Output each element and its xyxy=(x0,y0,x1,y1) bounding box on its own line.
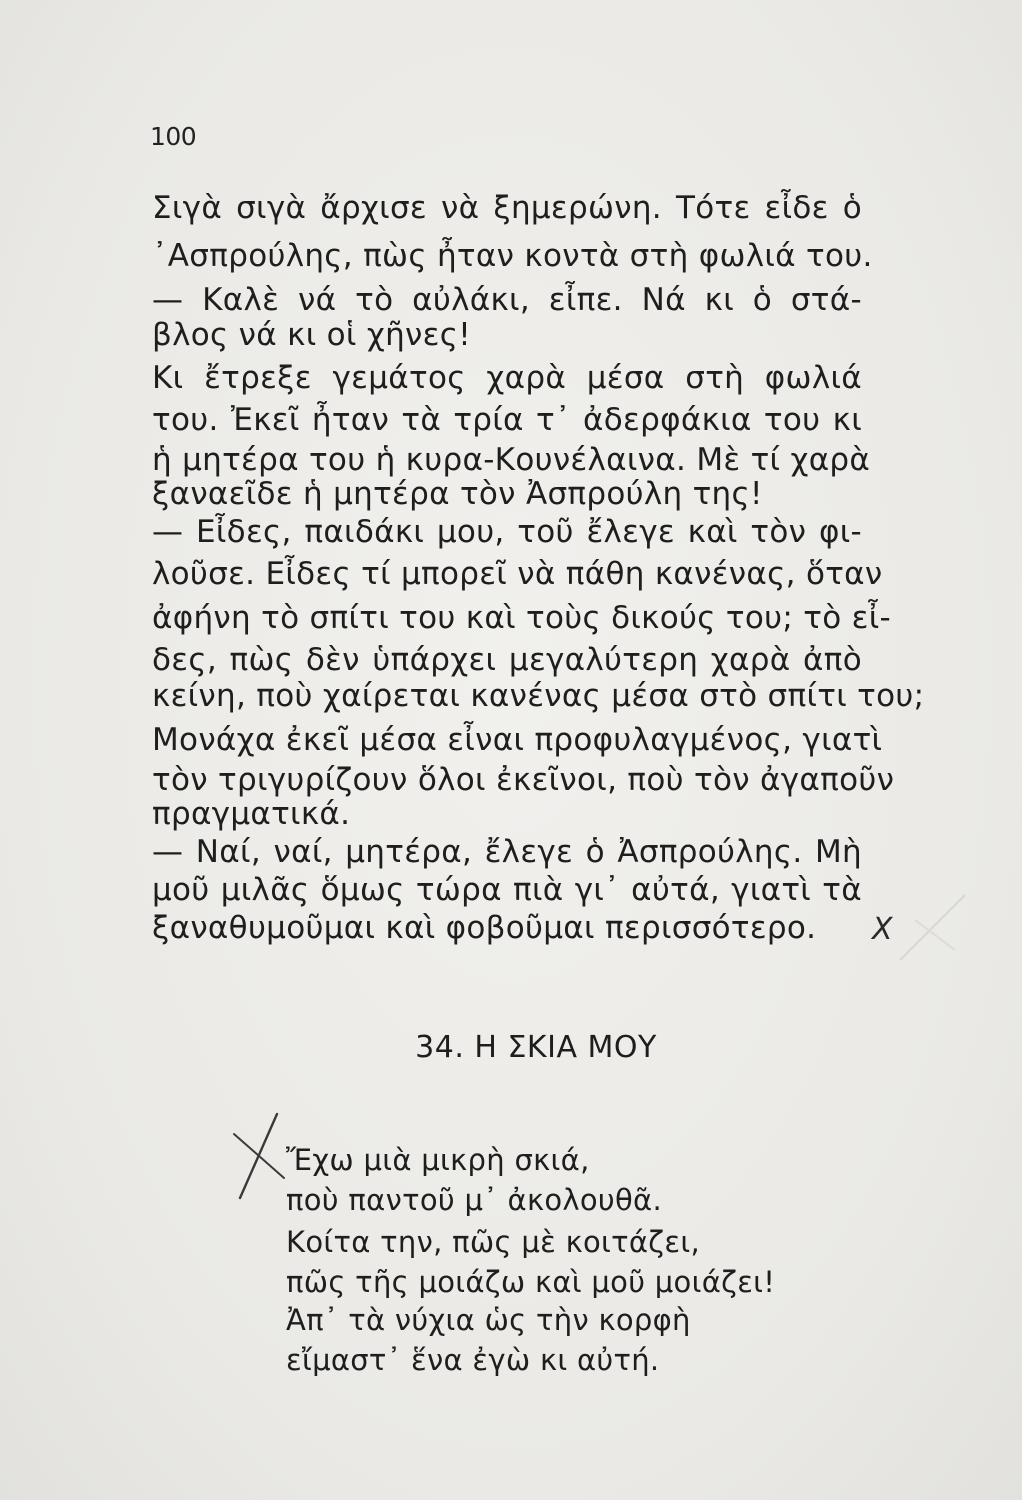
prose-line: Σιγὰ σιγὰ ἄρχισε νὰ ξημερώνη. Τότε εἶδε ὁ xyxy=(152,190,862,226)
prose-line: ξαναθυμοῦμαι καὶ φοβοῦμαι περισσότερο. xyxy=(152,910,817,946)
prose-line: ᾿Ασπρούλης, πὼς ἦταν κοντὰ στὴ φωλιά του. xyxy=(152,238,873,274)
prose-line: μοῦ μιλᾶς ὅμως τώρα πιὰ γι᾿ αὐτά, γιατὶ τὰ xyxy=(152,872,862,908)
handwritten-x-mark: X xyxy=(872,912,893,947)
prose-line: ξαναεῖδε ἡ μητέρα τὸν Ἀσπρούλη της! xyxy=(152,476,763,512)
prose-line: ἡ μητέρα του ἡ κυρα-Κουνέλαινα. Μὲ τί χαρὰ xyxy=(152,442,871,478)
poem-line: εἴμαστ᾿ ἕνα ἐγὼ κι αὐτή. xyxy=(286,1343,660,1377)
prose-line: κείνη, ποὺ χαίρεται κανένας μέσα στὸ σπίτι του; xyxy=(152,678,925,714)
prose-line: πραγματικά. xyxy=(152,796,351,832)
section-heading xyxy=(0,1030,1022,1065)
prose-line: — Καλὲ νά τὸ αὐλάκι, εἶπε. Νά κι ὁ στά- xyxy=(152,282,862,318)
prose-line: — Ναί, ναί, μητέρα, ἔλεγε ὁ Ἀσπρούλης. Μὴ xyxy=(152,834,862,870)
page-number: 100 xyxy=(150,122,197,151)
poem-line: ποὺ παντοῦ μ᾿ ἀκολουθᾶ. xyxy=(286,1183,662,1217)
poem-line: Ἀπ᾿ τὰ νύχια ὡς τὴν κορφὴ xyxy=(286,1303,691,1337)
prose-line: του. Ἐκεῖ ἦταν τὰ τρία τ᾿ ἀδερφάκια του κι xyxy=(152,402,862,438)
prose-line: βλος νά κι οἱ χῆνες! xyxy=(152,317,471,353)
faint-x-icon xyxy=(895,890,970,965)
poem-line: Ἔχω μιὰ μικρὴ σκιά, xyxy=(286,1143,590,1177)
poem-line: πῶς τῆς μοιάζω καὶ μοῦ μοιάζει! xyxy=(286,1265,776,1299)
heading-text: 34. Η ΣΚΙΑ ΜΟΥ xyxy=(415,1030,657,1065)
prose-line: Μονάχα ἐκεῖ μέσα εἶναι προφυλαγμένος, γιατὶ xyxy=(152,722,883,758)
prose-line: Κι ἔτρεξε γεμάτος χαρὰ μέσα στὴ φωλιά xyxy=(152,360,862,396)
pencil-x-icon xyxy=(232,1112,292,1202)
prose-line: ἀφήνη τὸ σπίτι του καὶ τοὺς δικούς του; τὸ εἶ- xyxy=(152,600,891,636)
prose-line: λοῦσε. Εἶδες τί μπορεῖ νὰ πάθη κανένας, ὅταν xyxy=(152,556,883,592)
prose-line: — Εἶδες, παιδάκι μου, τοῦ ἔλεγε καὶ τὸν φι- xyxy=(152,514,862,550)
prose-line: τὸν τριγυρίζουν ὅλοι ἐκεῖνοι, ποὺ τὸν ἀγαποῦν xyxy=(152,762,895,798)
prose-line: δες, πὼς δὲν ὑπάρχει μεγαλύτερη χαρὰ ἀπὸ xyxy=(152,642,862,678)
poem-line: Κοίτα την, πῶς μὲ κοιτάζει, xyxy=(286,1225,700,1259)
